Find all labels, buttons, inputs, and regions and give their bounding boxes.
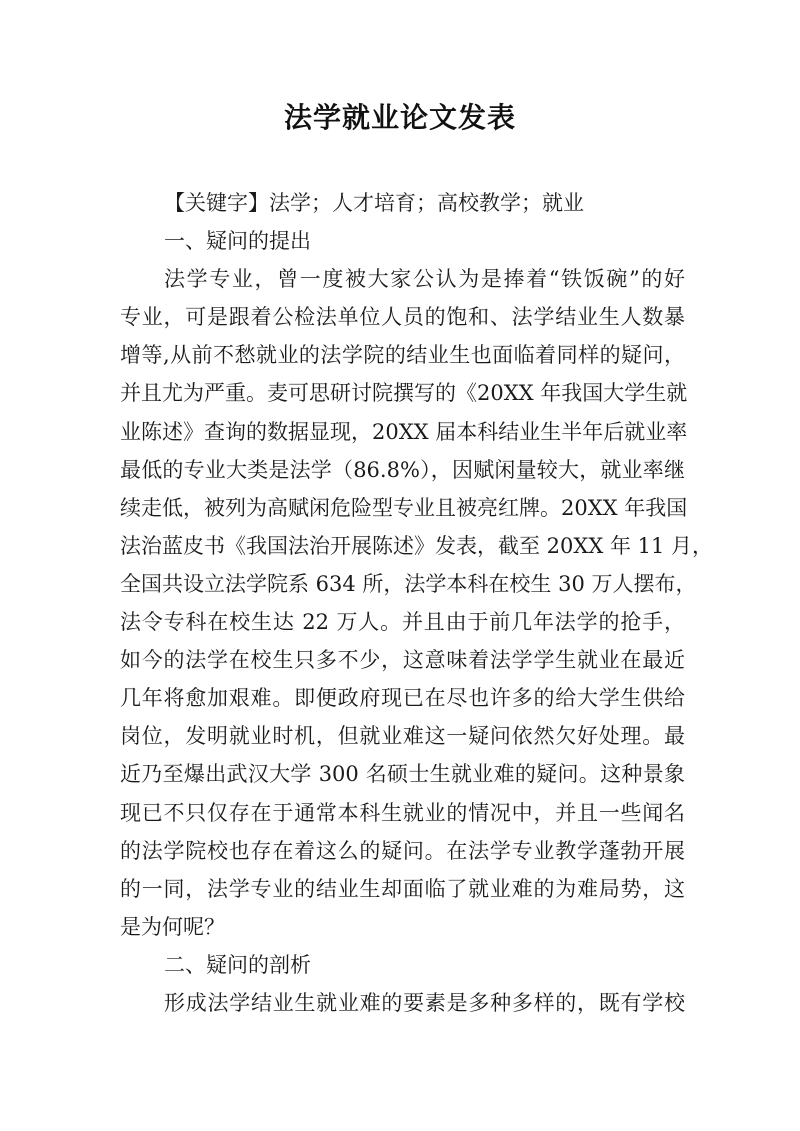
paragraph-line: 近乃至爆出武汉大学 300 名硕士生就业难的疑问。这种景象 (120, 762, 685, 787)
paragraph-line: 增等,从前不愁就业的法学院的结业生也面临着同样的疑问， (120, 343, 685, 368)
paragraph-line: 最低的专业大类是法学（86.8%），因赋闲量较大，就业率继 (120, 457, 685, 482)
paragraph-line: 业陈述》查询的数据显现，20XX 届本科结业生半年后就业率 (120, 419, 688, 444)
document-body (120, 184, 714, 1022)
paragraph-line: 形成法学结业生就业难的要素是多种多样的，既有学校 (164, 990, 685, 1015)
paragraph-line: 法学专业，曾一度被大家公认为是捧着“铁饭碗”的好 (164, 267, 685, 292)
paragraph-line: 一、疑问的提出 (164, 229, 311, 254)
paragraph-line: 专业，可是跟着公检法单位人员的饱和、法学结业生人数暴 (120, 305, 685, 330)
paragraph-line: 【关键字】法学；人才培育；高校教学；就业 (164, 191, 584, 215)
paragraph-line: 全国共设立法学院系 634 所，法学本科在校生 30 万人摆布， (120, 571, 697, 596)
paragraph-line: 是为何呢？ (120, 914, 225, 939)
paragraph-line: 如今的法学在校生只多不少，这意味着法学学生就业在最近 (120, 648, 685, 673)
paragraph-line: 几年将愈加艰难。即便政府现已在尽也许多的给大学生供给 (120, 686, 685, 711)
document-title: 法学就业论文发表 (283, 101, 516, 134)
paragraph-line: 现已不只仅存在于通常本科生就业的情况中，并且一些闻名 (120, 800, 685, 825)
paragraph-line: 的一同，法学专业的结业生却面临了就业难的为难局势，这 (120, 876, 685, 901)
paragraph-line: 的法学院校也存在着这么的疑问。在法学专业教学蓬勃开展 (120, 838, 685, 863)
paragraph-line: 岗位，发明就业时机，但就业难这一疑问依然欠好处理。最 (120, 724, 685, 749)
paragraph-line: 法令专科在校生达 22 万人。并且由于前几年法学的抢手， (120, 610, 685, 635)
paragraph-line: 续走低，被列为高赋闲危险型专业且被亮红牌。20XX 年我国 (120, 495, 688, 520)
paragraph-line: 二、疑问的剖析 (164, 952, 311, 977)
paragraph-line: 并且尤为严重。麦可思研讨院撰写的《20XX 年我国大学生就 (120, 381, 688, 406)
paragraph-line: 法治蓝皮书《我国法治开展陈述》发表，截至 20XX 年 11 月， (120, 533, 714, 558)
